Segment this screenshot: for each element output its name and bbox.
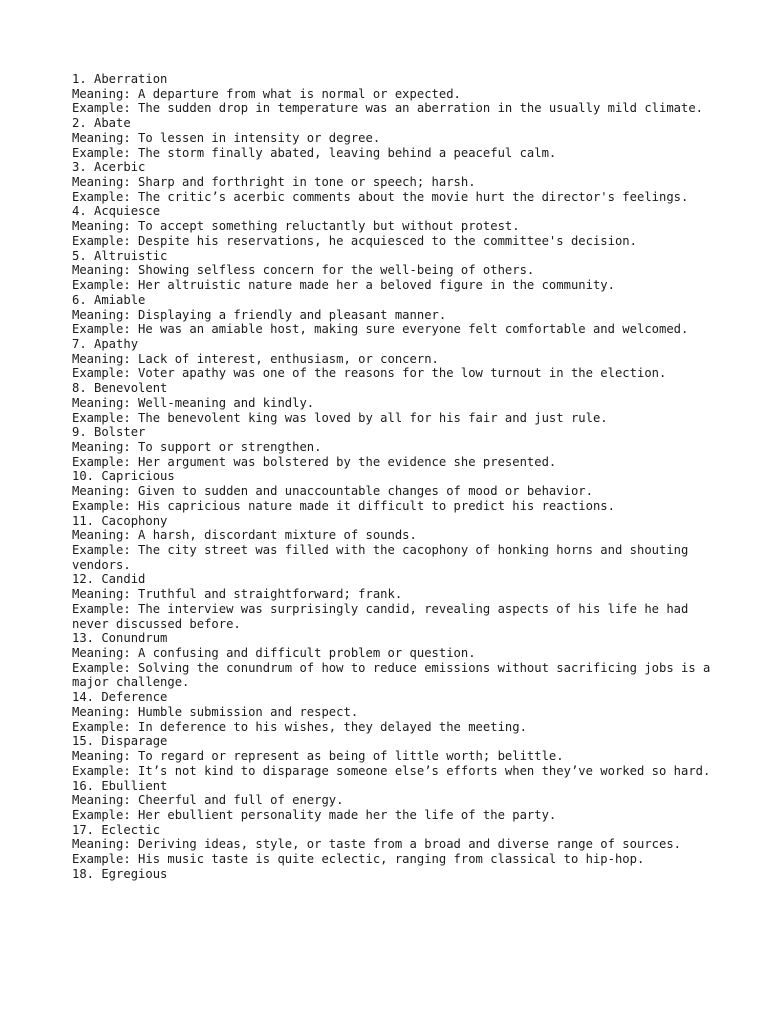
vocab-entry-ebullient — [72, 779, 712, 823]
entry-meaning: Meaning: To regard or represent as being of little worth; belittle. — [72, 749, 564, 764]
entry-title: 1. Aberration — [72, 72, 168, 86]
entry-meaning: Meaning: A harsh, discordant mixture of sounds. — [72, 528, 417, 543]
entry-example: Example: Solving the conundrum of how to reduce emissions without sacrificing jobs is a major challenge. — [72, 660, 718, 690]
entry-meaning: Meaning: Cheerful and full of energy. — [72, 793, 344, 808]
entry-example: Example: The city street was filled with the cacophony of honking horns and shouting vendors. — [72, 543, 696, 572]
vocab-entry-aberration — [72, 72, 712, 116]
entry-meaning: Meaning: Sharp and forthright in tone or speech; harsh. — [72, 175, 476, 190]
vocab-entry-benevolent — [72, 381, 712, 425]
entry-example: Example: It’s not kind to disparage someone else’s efforts when they’ve worked so hard. — [72, 763, 711, 778]
entry-title: 3. Acerbic — [72, 160, 146, 175]
entry-example: Example: Despite his reservations, he acquiesced to the committee's decision. — [72, 233, 637, 248]
vocab-entry-apathy — [72, 337, 712, 381]
entry-meaning: Meaning: Humble submission and respect. — [72, 704, 359, 719]
vocab-entry-egregious — [72, 867, 712, 882]
entry-example: Example: Her ebullient personality made her the life of the party. — [72, 807, 557, 822]
vocab-entry-acerbic — [72, 160, 712, 204]
vocab-entry-cacophony — [72, 514, 712, 573]
entry-example: Example: He was an amiable host, making sure everyone felt comfortable and welcomed. — [72, 322, 689, 337]
entry-example: Example: His music taste is quite eclectic, ranging from classical to hip-hop. — [72, 852, 645, 867]
entry-meaning: Meaning: Lack of interest, enthusiasm, or concern. — [72, 351, 439, 366]
entry-title: 12. Candid — [72, 572, 146, 587]
entry-title: 6. Amiable — [72, 292, 146, 307]
entry-example: Example: Her altruistic nature made her a beloved figure in the community. — [72, 278, 615, 293]
entry-meaning: Meaning: To support or strengthen. — [72, 439, 322, 454]
entry-example: Example: The benevolent king was loved by all for his fair and just rule. — [72, 410, 608, 425]
vocab-entry-acquiesce — [72, 204, 712, 248]
vocab-entry-candid — [72, 572, 712, 631]
entry-meaning: Meaning: Well-meaning and kindly. — [72, 395, 315, 410]
entry-title: 18. Egregious — [72, 866, 168, 881]
entry-meaning: Meaning: Truthful and straightforward; frank. — [72, 587, 403, 602]
entry-title: 15. Disparage — [72, 734, 168, 749]
entry-meaning: Meaning: Showing selfless concern for the well-being of others. — [72, 263, 535, 278]
entry-title: 14. Deference — [72, 690, 168, 705]
entry-example: Example: Her argument was bolstered by the evidence she presented. — [72, 454, 557, 469]
entry-example: Example: His capricious nature made it difficult to predict his reactions. — [72, 498, 615, 513]
vocab-entry-capricious — [72, 469, 712, 513]
vocab-entry-conundrum — [72, 631, 718, 690]
entry-meaning: Meaning: Displaying a friendly and pleasant manner. — [72, 307, 447, 322]
vocab-entry-disparage — [72, 734, 712, 778]
entry-title: 2. Abate — [72, 116, 131, 131]
vocab-entry-eclectic — [72, 823, 712, 867]
vocab-entry-amiable — [72, 293, 712, 337]
entry-title: 4. Acquiesce — [72, 204, 161, 219]
entry-title: 10. Capricious — [72, 469, 175, 484]
entry-title: 5. Altruistic — [72, 248, 168, 263]
entry-meaning: Meaning: To accept something reluctantly but without protest. — [72, 219, 520, 234]
entry-example: Example: The critic’s acerbic comments about the movie hurt the director's feelings. — [72, 189, 689, 204]
entry-meaning: Meaning: To lessen in intensity or degree. — [72, 130, 381, 145]
vocab-entry-abate — [72, 116, 712, 160]
entry-title: 7. Apathy — [72, 336, 139, 351]
entry-meaning: Meaning: Deriving ideas, style, or taste from a broad and diverse range of sources. — [72, 837, 682, 852]
entry-title: 8. Benevolent — [72, 381, 168, 396]
entry-example: Example: Voter apathy was one of the reasons for the low turnout in the election. — [72, 366, 667, 381]
vocab-entry-altruistic — [72, 249, 712, 293]
vocab-entry-deference — [72, 690, 712, 734]
entry-meaning: Meaning: Given to sudden and unaccountable changes of mood or behavior. — [72, 484, 593, 499]
entry-title: 11. Cacophony — [72, 513, 168, 528]
entry-example: Example: The sudden drop in temperature was an aberration in the usually mild climate. — [72, 101, 704, 116]
entry-title: 17. Eclectic — [72, 822, 161, 837]
entry-title: 16. Ebullient — [72, 778, 168, 793]
entry-title: 9. Bolster — [72, 425, 146, 440]
entry-example: Example: The storm finally abated, leaving behind a peaceful calm. — [72, 145, 557, 160]
entry-example: Example: In deference to his wishes, they delayed the meeting. — [72, 719, 527, 734]
document-page — [72, 72, 718, 882]
vocab-entry-bolster — [72, 425, 712, 469]
entry-example: Example: The interview was surprisingly candid, revealing aspects of his life he had never discussed before. — [72, 601, 696, 631]
entry-title: 13. Conundrum — [72, 631, 168, 646]
entry-meaning: Meaning: A departure from what is normal or expected. — [72, 86, 461, 101]
entry-meaning: Meaning: A confusing and difficult problem or question. — [72, 646, 476, 661]
